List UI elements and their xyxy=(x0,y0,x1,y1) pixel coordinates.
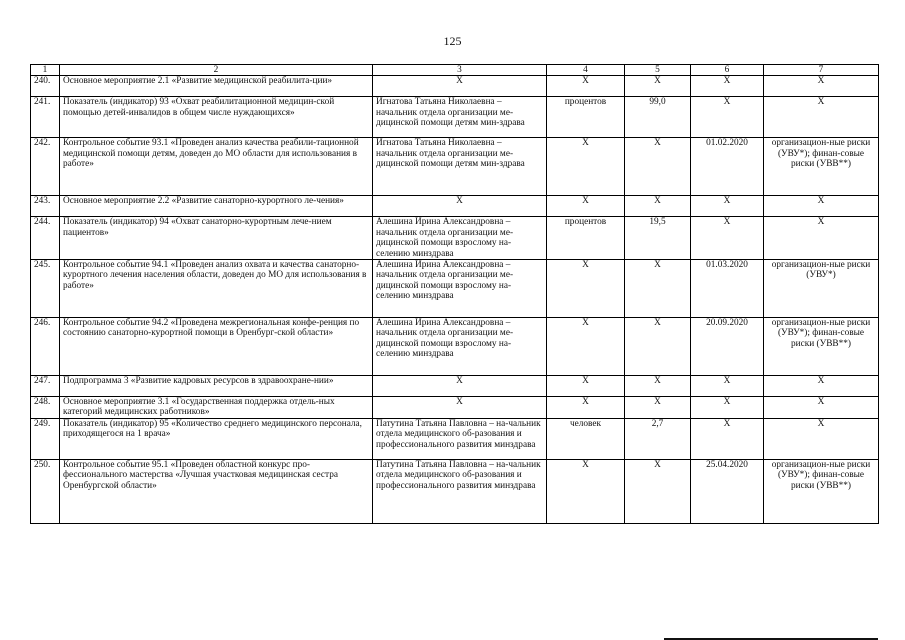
row-date: Х xyxy=(691,76,764,97)
row-name: Подпрограмма 3 «Развитие кадровых ресурсов в здравоохране-нии» xyxy=(60,376,373,397)
row-risk: Х xyxy=(764,418,879,459)
row-unit: Х xyxy=(547,397,625,419)
row-responsible: Алешина Ирина Александровна – начальник отдела организации ме-дицинской помощи взрослому на-селению минздрава xyxy=(373,318,547,376)
row-name: Показатель (индикатор) 95 «Количество среднего медицинского персонала, приходящегося на 1 врача» xyxy=(60,418,373,459)
row-date: Х xyxy=(691,97,764,138)
column-number: 7 xyxy=(764,65,879,76)
table-row xyxy=(31,318,879,376)
column-number: 1 xyxy=(31,65,60,76)
row-risk: Х xyxy=(764,217,879,260)
row-responsible: Алешина Ирина Александровна – начальник отдела организации ме-дицинской помощи взрослому на-селению минздрава xyxy=(373,260,547,318)
row-responsible: Игнатова Татьяна Николаевна – начальник отдела организации ме-дицинской помощи детям мин-здрава xyxy=(373,97,547,138)
row-name: Контрольное событие 94.2 «Проведена межрегиональная конфе-ренция по состоянию санаторно-курортной помощи в Оренбург-ской области» xyxy=(60,318,373,376)
row-unit: человек xyxy=(547,418,625,459)
table-row xyxy=(31,97,879,138)
row-date: 20.09.2020 xyxy=(691,318,764,376)
row-number: 241. xyxy=(31,97,60,138)
column-number: 3 xyxy=(373,65,547,76)
row-unit: Х xyxy=(547,260,625,318)
row-value: Х xyxy=(625,397,691,419)
row-responsible: Алешина Ирина Александровна – начальник отдела организации ме-дицинской помощи взрослому на-селению минздрава xyxy=(373,217,547,260)
row-date: Х xyxy=(691,217,764,260)
row-value: 19,5 xyxy=(625,217,691,260)
row-date: Х xyxy=(691,397,764,419)
plan-table xyxy=(30,64,879,524)
row-date: 01.03.2020 xyxy=(691,260,764,318)
row-risk: организацион-ные риски (УВУ*); финан-совые риски (УВВ**) xyxy=(764,318,879,376)
row-risk: организацион-ные риски (УВУ*) xyxy=(764,260,879,318)
row-value: 99,0 xyxy=(625,97,691,138)
row-risk: организацион-ные риски (УВУ*); финан-совые риски (УВВ**) xyxy=(764,138,879,196)
row-date: Х xyxy=(691,376,764,397)
row-unit: Х xyxy=(547,376,625,397)
table-row xyxy=(31,217,879,260)
row-unit: Х xyxy=(547,138,625,196)
row-number: 249. xyxy=(31,418,60,459)
row-number: 247. xyxy=(31,376,60,397)
row-name: Основное мероприятие 2.1 «Развитие медицинской реабилита-ции» xyxy=(60,76,373,97)
row-number: 243. xyxy=(31,196,60,217)
row-risk: Х xyxy=(764,97,879,138)
row-responsible: Патутина Татьяна Павловна – на-чальник отдела медицинского об-разования и профессионального развития минздрава xyxy=(373,459,547,523)
row-unit: Х xyxy=(547,76,625,97)
row-value: Х xyxy=(625,260,691,318)
column-number: 2 xyxy=(60,65,373,76)
row-date: Х xyxy=(691,196,764,217)
table-row xyxy=(31,260,879,318)
row-responsible: Патутина Татьяна Павловна – на-чальник отдела медицинского об-разования и профессионального развития минздрава xyxy=(373,418,547,459)
row-date: Х xyxy=(691,418,764,459)
row-value: Х xyxy=(625,318,691,376)
table-row xyxy=(31,376,879,397)
row-risk: Х xyxy=(764,196,879,217)
row-date: 01.02.2020 xyxy=(691,138,764,196)
row-unit: Х xyxy=(547,459,625,523)
row-number: 244. xyxy=(31,217,60,260)
row-risk: организацион-ные риски (УВУ*); финан-совые риски (УВВ**) xyxy=(764,459,879,523)
row-responsible: Х xyxy=(373,196,547,217)
row-number: 250. xyxy=(31,459,60,523)
row-unit: процентов xyxy=(547,97,625,138)
row-name: Контрольное событие 95.1 «Проведен областной конкурс про-фессионального мастерства «Лучшая участковая медицинская сестра Оренбургской области» xyxy=(60,459,373,523)
table-row xyxy=(31,76,879,97)
table-row xyxy=(31,418,879,459)
table-row xyxy=(31,138,879,196)
row-unit: Х xyxy=(547,196,625,217)
row-number: 246. xyxy=(31,318,60,376)
column-number: 6 xyxy=(691,65,764,76)
row-value: Х xyxy=(625,459,691,523)
row-responsible: Х xyxy=(373,376,547,397)
row-name: Показатель (индикатор) 93 «Охват реабилитационной медицин-ской помощью детей-инвалидов в общем числе нуждающихся» xyxy=(60,97,373,138)
row-name: Основное мероприятие 3.1 «Государственная поддержка отдель-ных категорий медицинских работников» xyxy=(60,397,373,419)
page-number: 125 xyxy=(443,34,462,48)
row-number: 242. xyxy=(31,138,60,196)
row-risk: Х xyxy=(764,76,879,97)
row-responsible: Х xyxy=(373,76,547,97)
row-number: 245. xyxy=(31,260,60,318)
row-number: 240. xyxy=(31,76,60,97)
row-risk: Х xyxy=(764,397,879,419)
row-unit: Х xyxy=(547,318,625,376)
row-value: Х xyxy=(625,196,691,217)
row-name: Показатель (индикатор) 94 «Охват санаторно-курортным лече-нием пациентов» xyxy=(60,217,373,260)
row-name: Контрольное событие 93.1 «Проведен анализ качества реабили-тационной медицинской помощи детям, доведен до МО области для использования в работе» xyxy=(60,138,373,196)
table-row xyxy=(31,196,879,217)
column-number-row xyxy=(31,65,879,76)
table-row xyxy=(31,397,879,419)
row-date: 25.04.2020 xyxy=(691,459,764,523)
row-responsible: Х xyxy=(373,397,547,419)
row-value: Х xyxy=(625,76,691,97)
table-row xyxy=(31,459,879,523)
column-number: 4 xyxy=(547,65,625,76)
row-risk: Х xyxy=(764,376,879,397)
row-name: Основное мероприятие 2.2 «Развитие санаторно-курортного ле-чения» xyxy=(60,196,373,217)
row-value: 2,7 xyxy=(625,418,691,459)
row-value: Х xyxy=(625,376,691,397)
row-number: 248. xyxy=(31,397,60,419)
row-responsible: Игнатова Татьяна Николаевна – начальник отдела организации ме-дицинской помощи детям мин-здрава xyxy=(373,138,547,196)
row-name: Контрольное событие 94.1 «Проведен анализ охвата и качества санаторно-курортного лечения населения области, доведен до МО для использования в работе» xyxy=(60,260,373,318)
row-value: Х xyxy=(625,138,691,196)
column-number: 5 xyxy=(625,65,691,76)
row-unit: процентов xyxy=(547,217,625,260)
